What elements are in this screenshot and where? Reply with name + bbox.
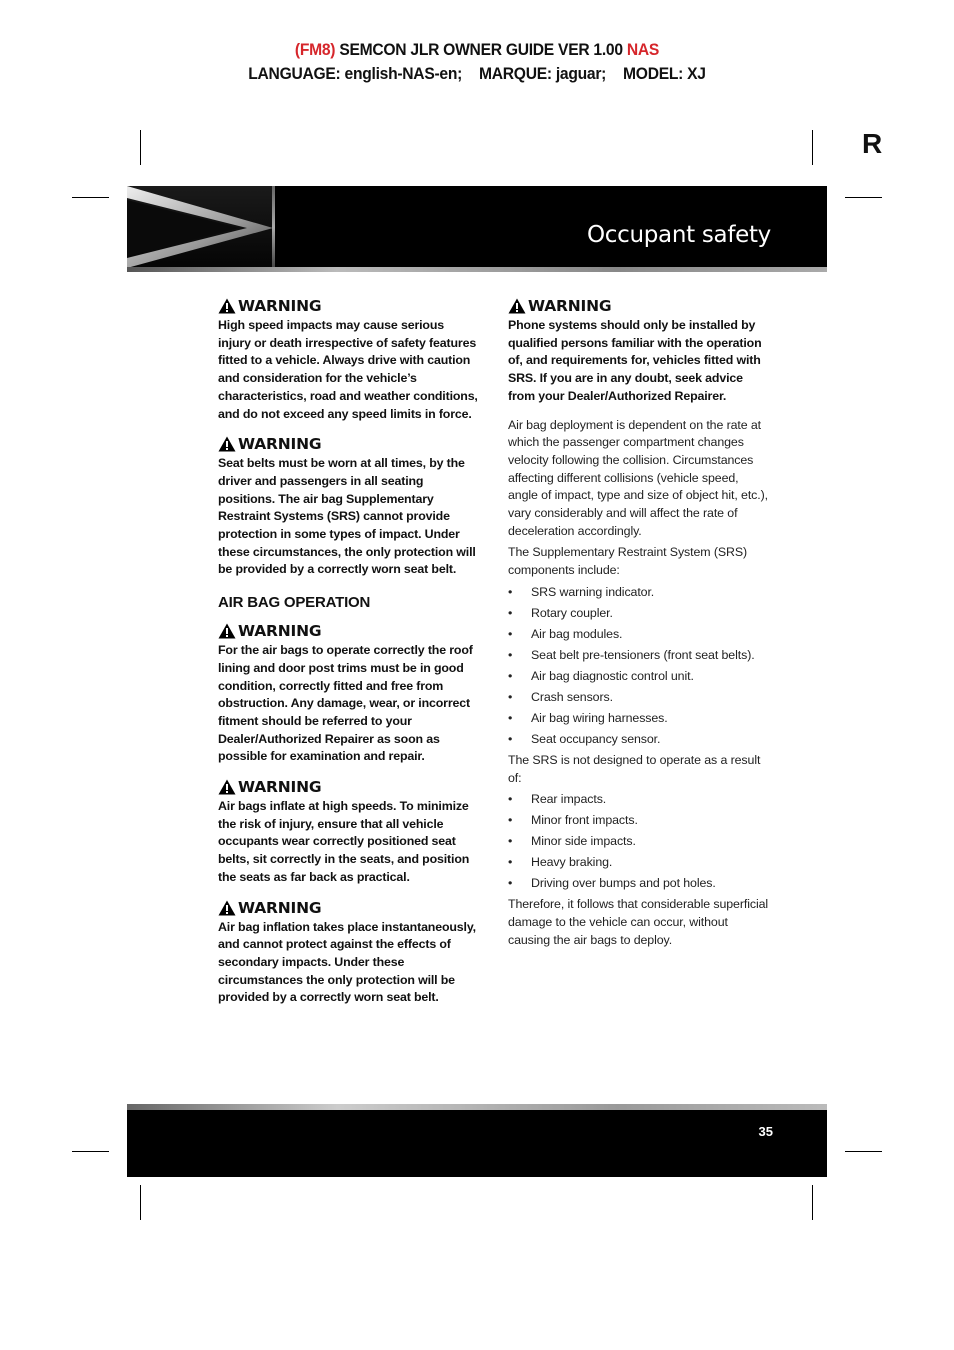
list-item-text: Heavy braking. — [531, 855, 613, 870]
header-fm-tag: (FM8) — [294, 40, 336, 59]
srs-components-list — [508, 584, 770, 748]
page-number: 35 — [758, 1124, 773, 1139]
list-item — [508, 689, 770, 706]
list-item-text: Rear impacts. — [531, 792, 607, 807]
warning-text: Seat belts must be worn at all times, by the driver and passengers in all seating positions. The air bag Supplementary Restraint Systems (SRS) cannot provide protection in some types of impact. Under these circumstances, the only protection will be provided by a correctly worn seat belt. — [218, 456, 476, 577]
warning-heading — [508, 296, 770, 316]
warning-triangle-icon — [218, 779, 236, 795]
warning-label: WARNING — [528, 297, 612, 315]
list-item-text: Rotary coupler. — [531, 605, 613, 620]
document-header-line1 — [38, 40, 916, 60]
crop-mark — [72, 197, 109, 198]
warning-label: WARNING — [238, 435, 322, 454]
edge-tab-letter: R — [862, 128, 883, 159]
list-item — [508, 605, 770, 622]
warning-block — [218, 777, 480, 887]
warning-text: Phone systems should only be installed by qualified persons familiar with the operation of, and requirements for, vehicles fitted with SRS. If you are in any doubt, seek advice from your Dealer/Authorized Repairer. — [508, 318, 762, 403]
header-guide-title: SEMCON JLR OWNER GUIDE VER 1.00 — [339, 40, 623, 59]
body-paragraph: Therefore, it follows that considerable superficial damage to the vehicle can occur, without causing the air bags to deploy. — [508, 897, 769, 947]
list-item — [508, 647, 770, 664]
list-item — [508, 875, 770, 892]
bullet: • — [508, 668, 513, 683]
warning-label: WARNING — [238, 622, 322, 641]
header-model: MODEL: XJ — [623, 64, 706, 83]
list-item — [508, 710, 770, 727]
list-item-text: Air bag modules. — [531, 626, 623, 641]
warning-triangle-icon — [218, 900, 236, 916]
page-footer — [127, 1104, 827, 1177]
body-paragraph: The SRS is not designed to operate as a result of: — [508, 752, 761, 785]
warning-block — [218, 621, 480, 766]
footer-silver-strip — [127, 1104, 827, 1110]
warning-block — [218, 898, 480, 1008]
list-item-text: Seat belt pre-tensioners (front seat belts). — [531, 647, 755, 662]
warning-heading — [218, 621, 480, 641]
crop-mark — [812, 130, 813, 165]
warning-heading — [218, 434, 480, 454]
list-item-text: Crash sensors. — [531, 689, 613, 704]
srs-exclusions-list — [508, 791, 770, 892]
list-item-text: Air bag wiring harnesses. — [531, 710, 668, 725]
section-heading: AIR BAG OPERATION — [218, 594, 371, 612]
bullet: • — [508, 731, 513, 746]
body-paragraph: Air bag deployment is dependent on the rate at which the passenger compartment changes velocity following the collision. Circumstances affecting different collisions (vehicle speed, angle of impact, type and size of object hit, etc.), vary considerably and will affect the rate of deceleration accordingly. — [508, 417, 768, 538]
list-item-text: Seat occupancy sensor. — [531, 731, 661, 746]
crop-mark — [812, 1185, 813, 1220]
list-item-text: Driving over bumps and pot holes. — [531, 876, 716, 891]
banner-logo-panel — [127, 186, 273, 268]
warning-heading — [218, 777, 480, 797]
list-item — [508, 854, 770, 871]
warning-triangle-icon — [218, 298, 236, 314]
list-item — [508, 584, 770, 601]
list-item-text: Minor front impacts. — [531, 813, 638, 828]
bullet: • — [508, 605, 513, 620]
list-item — [508, 812, 770, 829]
page-title: Occupant safety — [586, 222, 771, 248]
bullet: • — [508, 584, 513, 599]
list-item-text: SRS warning indicator. — [531, 584, 655, 599]
bullet: • — [508, 834, 513, 849]
list-item — [508, 731, 770, 748]
bullet: • — [508, 876, 513, 891]
list-item — [508, 791, 770, 808]
warning-triangle-icon — [218, 623, 236, 639]
warning-text: For the air bags to operate correctly the roof lining and door post trims must be in good condition, correctly fitted and free from obstruction. Any damage, wear, or incorrect fitment should be referred to your Dealer/Authorized Repairer as soon as possible for examination and repair. — [218, 643, 473, 764]
warning-label: WARNING — [238, 297, 322, 315]
warning-block — [508, 296, 770, 406]
header-language: LANGUAGE: english-NAS-en; — [248, 64, 463, 83]
bullet: • — [508, 647, 513, 662]
body-paragraph: The Supplementary Restraint System (SRS) components include: — [508, 545, 748, 578]
warning-label: WARNING — [238, 778, 322, 797]
crop-mark — [140, 1185, 141, 1220]
section-banner — [127, 186, 827, 272]
warning-label: WARNING — [238, 898, 322, 917]
bullet: • — [508, 855, 513, 870]
crop-mark — [845, 197, 882, 198]
warning-text: High speed impacts may cause serious injury or death irrespective of safety features fitted to a vehicle. Always drive with caution and consideration for the vehicle’s characteristics, road and weather conditions, and do not exceed any speed limits in force. — [218, 318, 478, 421]
warning-heading — [218, 898, 480, 918]
left-column — [218, 296, 480, 1018]
warning-text: Air bag inflation takes place instantaneously, and cannot protect against the effects of secondary impacts. Under these circumstances the only protection will be provided by a correctly worn seat belt. — [218, 919, 476, 1005]
crop-mark — [845, 1151, 882, 1152]
header-region: NAS — [626, 40, 660, 59]
right-column — [508, 296, 770, 953]
crop-mark — [140, 130, 141, 165]
bullet: • — [508, 792, 513, 807]
banner-divider — [272, 186, 275, 268]
banner-silver-strip — [127, 267, 827, 272]
bullet: • — [508, 813, 513, 828]
list-item-text: Minor side impacts. — [531, 834, 636, 849]
list-item — [508, 668, 770, 685]
warning-block — [218, 296, 480, 423]
warning-text: Air bags inflate at high speeds. To minimize the risk of injury, ensure that all vehicle occupants wear correctly positioned seat belts, sit correctly in the seats, and position the seats as far back as practical. — [218, 799, 470, 884]
crop-mark — [72, 1151, 109, 1152]
list-item — [508, 626, 770, 643]
warning-block — [218, 434, 480, 579]
list-item-text: Air bag diagnostic control unit. — [531, 668, 694, 683]
header-marque: MARQUE: jaguar; — [479, 64, 607, 83]
bullet: • — [508, 626, 513, 641]
bullet: • — [508, 710, 513, 725]
chevron-graphic-icon — [127, 186, 273, 268]
list-item — [508, 833, 770, 850]
warning-triangle-icon — [218, 436, 236, 452]
warning-triangle-icon — [508, 298, 526, 314]
bullet: • — [508, 689, 513, 704]
document-header-line2 — [38, 64, 916, 84]
warning-heading — [218, 296, 480, 316]
